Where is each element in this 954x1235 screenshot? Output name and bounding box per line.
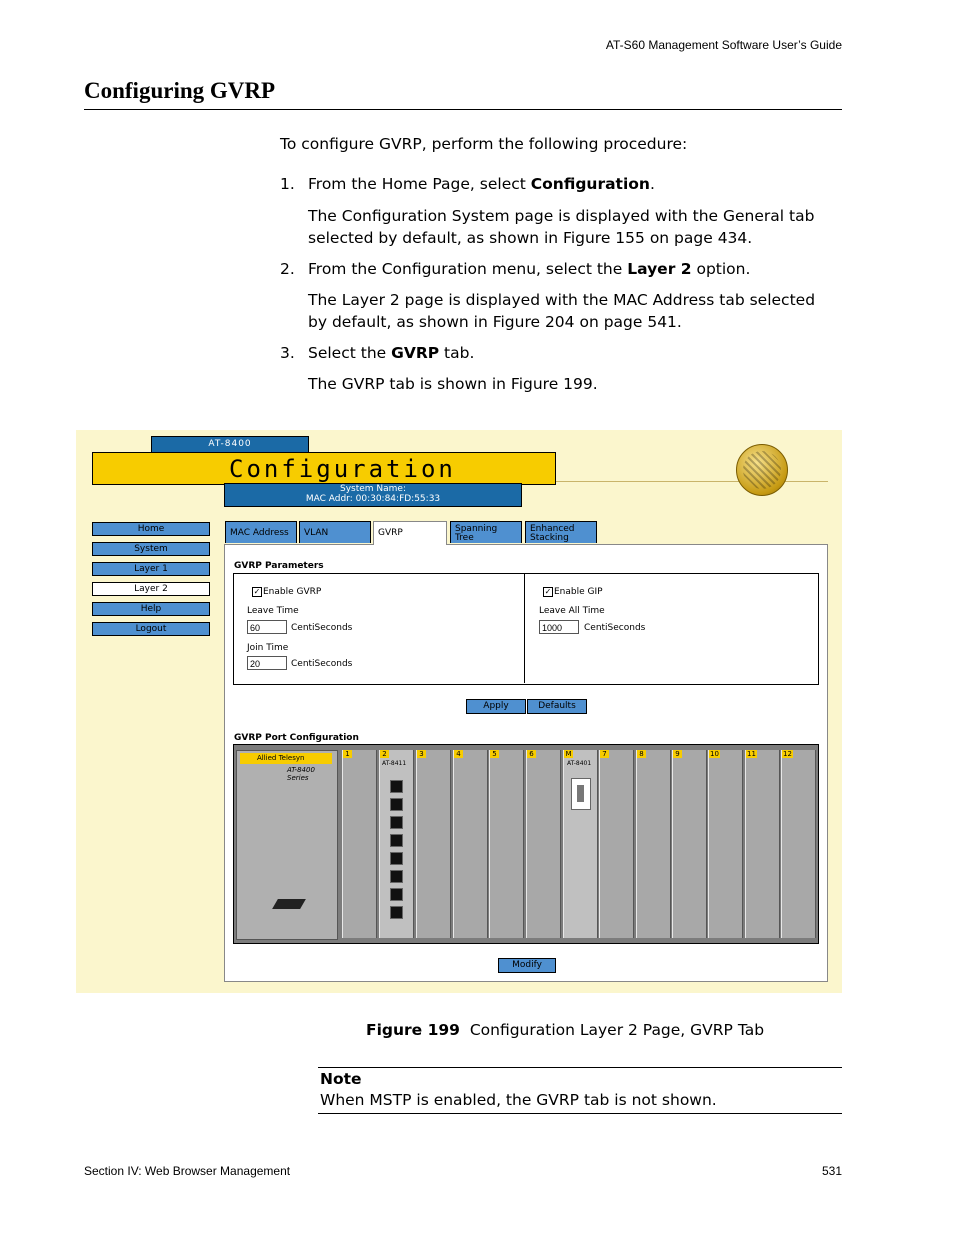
note-top-rule xyxy=(318,1067,842,1068)
nav-layer1-button[interactable]: Layer 1 xyxy=(92,562,210,576)
params-divider xyxy=(524,573,525,683)
leave-all-time-units: CentiSeconds xyxy=(584,623,646,633)
tab-mac-address[interactable]: MAC Address xyxy=(225,521,297,543)
figure-screenshot xyxy=(76,430,842,993)
tab-label: Enhanced xyxy=(530,524,575,534)
step-text: From the Configuration menu, select the Layer 2 option. xyxy=(308,260,751,278)
tab-gvrp[interactable]: GVRP xyxy=(373,521,447,545)
serial-port-icon[interactable] xyxy=(571,778,591,810)
step-text: From the Home Page, select Configuration. xyxy=(308,175,655,193)
leave-all-time-label: Leave All Time xyxy=(539,606,605,616)
step-detail: The GVRP tab is shown in Figure 199. xyxy=(308,375,598,393)
intro-text: To configure GVRP, perform the following procedure: xyxy=(280,135,688,153)
chassis-slot[interactable] xyxy=(563,750,598,938)
chassis-slot[interactable] xyxy=(745,750,780,938)
port-icon[interactable] xyxy=(390,906,403,919)
slot-number: 4 xyxy=(454,750,463,758)
chassis-slot[interactable] xyxy=(453,750,488,938)
module-label: AT-8401 xyxy=(567,760,592,767)
note-text: When MSTP is enabled, the GVRP tab is not shown. xyxy=(320,1091,717,1109)
config-banner xyxy=(92,452,556,485)
figure-caption: Figure 199 Configuration Layer 2 Page, GVRP Tab xyxy=(366,1021,765,1039)
nav-system-button[interactable]: System xyxy=(92,542,210,556)
system-name-label: System Name: xyxy=(339,484,406,494)
tab-label: Tree xyxy=(455,533,474,543)
port-icon[interactable] xyxy=(390,780,403,793)
chassis-slot[interactable] xyxy=(599,750,634,938)
chassis-slot[interactable] xyxy=(636,750,671,938)
mac-address: MAC Addr: 00:30:84:FD:55:33 xyxy=(305,494,441,504)
tab-label: Spanning xyxy=(455,524,498,534)
chassis-slot[interactable] xyxy=(342,750,377,938)
leave-time-label: Leave Time xyxy=(247,606,299,616)
slot-number: 11 xyxy=(747,750,756,758)
brand-name: Allied Telesyn xyxy=(257,754,305,762)
slot-number: 3 xyxy=(417,750,426,758)
port-icon[interactable] xyxy=(390,852,403,865)
chassis-slot[interactable] xyxy=(781,750,816,938)
slot-number: 5 xyxy=(490,750,499,758)
running-header: AT-S60 Management Software User’s Guide xyxy=(605,38,842,52)
chassis-slot[interactable] xyxy=(708,750,743,938)
leave-time-units: CentiSeconds xyxy=(291,623,353,633)
slot-number: 12 xyxy=(783,750,792,758)
slot-number: 10 xyxy=(710,750,719,758)
apply-button[interactable]: Apply xyxy=(466,699,526,714)
params-title: GVRP Parameters xyxy=(234,561,324,571)
chassis-slot[interactable] xyxy=(379,750,414,938)
page-number: 531 xyxy=(821,1164,842,1178)
join-time-units: CentiSeconds xyxy=(291,659,353,669)
join-time-input[interactable]: 20 xyxy=(247,656,287,670)
globe-logo-icon xyxy=(736,444,788,496)
port-icon[interactable] xyxy=(390,816,403,829)
tab-vlan[interactable]: VLAN xyxy=(299,521,371,543)
slot-number: 6 xyxy=(527,750,536,758)
step-detail: The Layer 2 page is displayed with the MAC Address tab selected by default, as shown in Figure 204 on page 541. xyxy=(308,291,816,331)
slot-number: 1 xyxy=(343,750,352,758)
chassis-slot[interactable] xyxy=(526,750,561,938)
footer-section: Section IV: Web Browser Management xyxy=(84,1164,291,1178)
slot-number: 9 xyxy=(673,750,682,758)
modify-button[interactable]: Modify xyxy=(498,958,556,973)
tab-label: Stacking xyxy=(530,533,569,543)
slot-number: 7 xyxy=(600,750,609,758)
slot-number: 8 xyxy=(637,750,646,758)
nav-home-button[interactable]: Home xyxy=(92,522,210,536)
slot-number: M xyxy=(565,750,572,758)
leave-time-input[interactable]: 60 xyxy=(247,620,287,634)
brand-logo-icon xyxy=(272,899,306,909)
system-info xyxy=(224,483,522,507)
slot-number: 2 xyxy=(380,750,389,758)
brand-model: AT-8400 Series xyxy=(287,766,315,782)
nav-help-button[interactable]: Help xyxy=(92,602,210,616)
step-number: 1. xyxy=(280,175,295,193)
step-number: 3. xyxy=(280,344,295,362)
step-text: Select the GVRP tab. xyxy=(308,344,475,362)
note-bottom-rule xyxy=(318,1113,842,1114)
enable-gip-checkbox[interactable]: ✓ xyxy=(544,587,552,596)
join-time-label: Join Time xyxy=(247,643,289,653)
chassis-brand-panel xyxy=(236,750,338,940)
tab-enhanced-stacking[interactable] xyxy=(525,521,597,543)
nav-logout-button[interactable]: Logout xyxy=(92,622,210,636)
leave-all-time-input[interactable]: 1000 xyxy=(539,620,579,634)
step-number: 2. xyxy=(280,260,295,278)
port-icon[interactable] xyxy=(390,834,403,847)
port-icon[interactable] xyxy=(390,798,403,811)
defaults-button[interactable]: Defaults xyxy=(527,699,587,714)
chassis-slot[interactable] xyxy=(489,750,524,938)
enable-gvrp-checkbox[interactable]: ✓ xyxy=(253,587,261,596)
nav-layer2-button[interactable]: Layer 2 xyxy=(92,582,210,596)
section-rule xyxy=(84,109,842,110)
model-label: AT-8400 xyxy=(151,436,309,453)
banner-rule xyxy=(554,481,828,482)
enable-gip-label: Enable GIP xyxy=(554,587,603,597)
port-icon[interactable] xyxy=(390,888,403,901)
note-title: Note xyxy=(320,1070,362,1088)
banner-title: Configuration xyxy=(229,455,456,483)
step-detail: The Configuration System page is displayed with the General tab selected by default, as shown in Figure 155 on page 434. xyxy=(308,207,815,247)
section-title: Configuring GVRP xyxy=(84,78,276,103)
chassis-slot[interactable] xyxy=(416,750,451,938)
port-icon[interactable] xyxy=(390,870,403,883)
chassis-slot[interactable] xyxy=(672,750,707,938)
port-config-title: GVRP Port Configuration xyxy=(234,733,359,743)
enable-gvrp-label: Enable GVRP xyxy=(263,587,322,597)
tab-spanning-tree[interactable] xyxy=(450,521,522,543)
module-label: AT-8411 xyxy=(382,760,407,767)
